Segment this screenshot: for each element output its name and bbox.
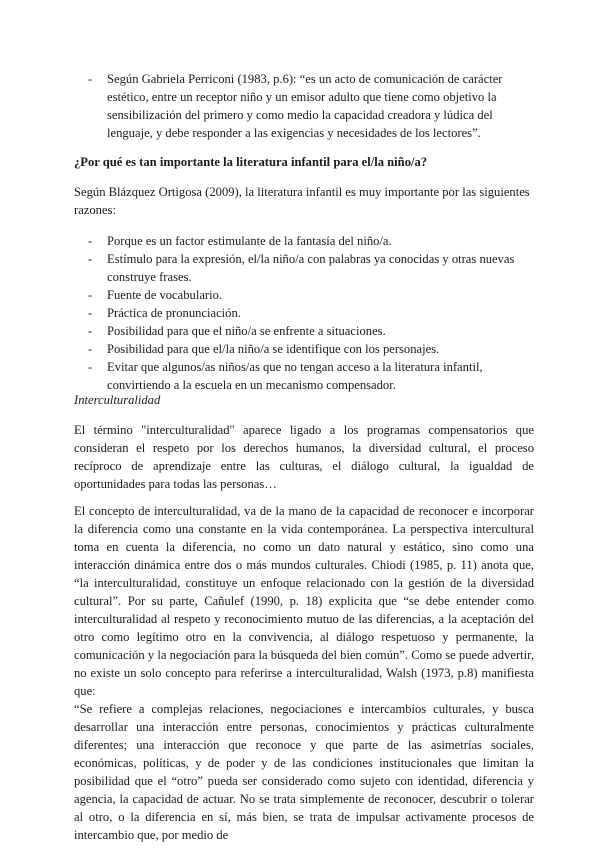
list-item-text: Posibilidad para que el/la niño/a se identifique con los personajes. (107, 342, 440, 356)
block-quote: “Se refiere a complejas relaciones, negociaciones e intercambios culturales, y busca desarrollar una interacción entre personas, conocimientos y prácticas culturalmente diferentes; una interacción que reconoce y que parte de las asimetrías sociales, económicas, políticas, y de poder y de las condiciones institucionales que limitan la posibilidad que el “otro” pueda ser considerado como sujeto con identidad, diferencia y agencia, la capacidad de actuar. No se trata simplemente de reconocer, descubrir o tolerar al otro, o la diferencia en sí, más bien, se trata de impulsar activamente procesos de intercambio que, por medio de (74, 702, 534, 842)
section-heading: ¿Por qué es tan importante la literatura infantil para el/la niño/a? (74, 155, 428, 169)
definition-list (88, 70, 531, 142)
body-paragraph: El término "interculturalidad" aparece ligado a los programas compensatorios que consideran el respeto por los derechos humanos, la diversidad cultural, el proceso recíproco de aprendizaje entre las culturas, el diálogo cultural, la igualdad de oportunidades para todas las personas… (74, 423, 534, 491)
list-item-text: Estímulo para la expresión, el/la niño/a con palabras ya conocidas y otras nuevas construye frases. (107, 252, 515, 284)
list-item (88, 232, 531, 250)
list-item (88, 304, 531, 322)
list-item (88, 70, 531, 142)
list-dash: - (88, 72, 93, 86)
subsection-title: Interculturalidad (74, 393, 161, 407)
body-paragraph-block (74, 502, 534, 844)
list-item (88, 286, 531, 304)
list-item-text: Evitar que algunos/as niños/as que no tengan acceso a la literatura infantil, convirtiendo a la escuela en un mecanismo compensador. (107, 360, 483, 392)
list-item-text: Porque es un factor estimulante de la fantasía del niño/a. (107, 234, 392, 248)
list-dash: - (88, 324, 93, 338)
list-item (88, 322, 531, 340)
list-dash: - (88, 252, 93, 266)
list-item-text: Fuente de vocabulario. (107, 288, 223, 302)
list-dash: - (88, 360, 93, 374)
intro-paragraph: Según Blázquez Ortigosa (2009), la literatura infantil es muy importante por las siguientes razones: (74, 185, 530, 217)
list-dash: - (88, 288, 93, 302)
list-item-text: Según Gabriela Perriconi (1983, p.6): “es un acto de comunicación de carácter estético, entre un receptor niño y un emisor adulto que tiene como objetivo la sensibilización del primero y como medio la capacidad creadora y lúdica del lenguaje, y debe responder a las exigencias y necesidades de los lectores”. (107, 72, 503, 140)
list-item-text: Práctica de pronunciación. (107, 306, 241, 320)
reasons-list (88, 232, 531, 394)
list-item (88, 340, 531, 358)
list-dash: - (88, 234, 93, 248)
list-item (88, 358, 531, 394)
list-item (88, 250, 531, 286)
body-paragraph: El concepto de interculturalidad, va de la mano de la capacidad de reconocer e incorporar la diferencia como una constante en la vida contemporánea. La perspectiva intercultural toma en cuenta la diferencia, no como un dato natural y estático, sino como una interacción dinámica entre dos o más mundos culturales. Chiodi (1985, p. 11) anota que, “la interculturalidad, constituye un enfoque relacionado con la gestión de la diversidad cultural”. Por su parte, Cañulef (1990, p. 18) explicita que “se debe entender como interculturalidad al respeto y reconocimiento mutuo de las diferencias, a la aceptación del otro como legítimo otro en la convivencia, al diálogo respetuoso y permanente, la comunicación y la negociación para la búsqueda del bien común”. Como se puede advertir, no existe un solo concepto para referirse a interculturalidad, Walsh (1973, p.8) manifiesta que: (74, 504, 534, 698)
list-dash: - (88, 306, 93, 320)
list-dash: - (88, 342, 93, 356)
list-item-text: Posibilidad para que el niño/a se enfrente a situaciones. (107, 324, 386, 338)
